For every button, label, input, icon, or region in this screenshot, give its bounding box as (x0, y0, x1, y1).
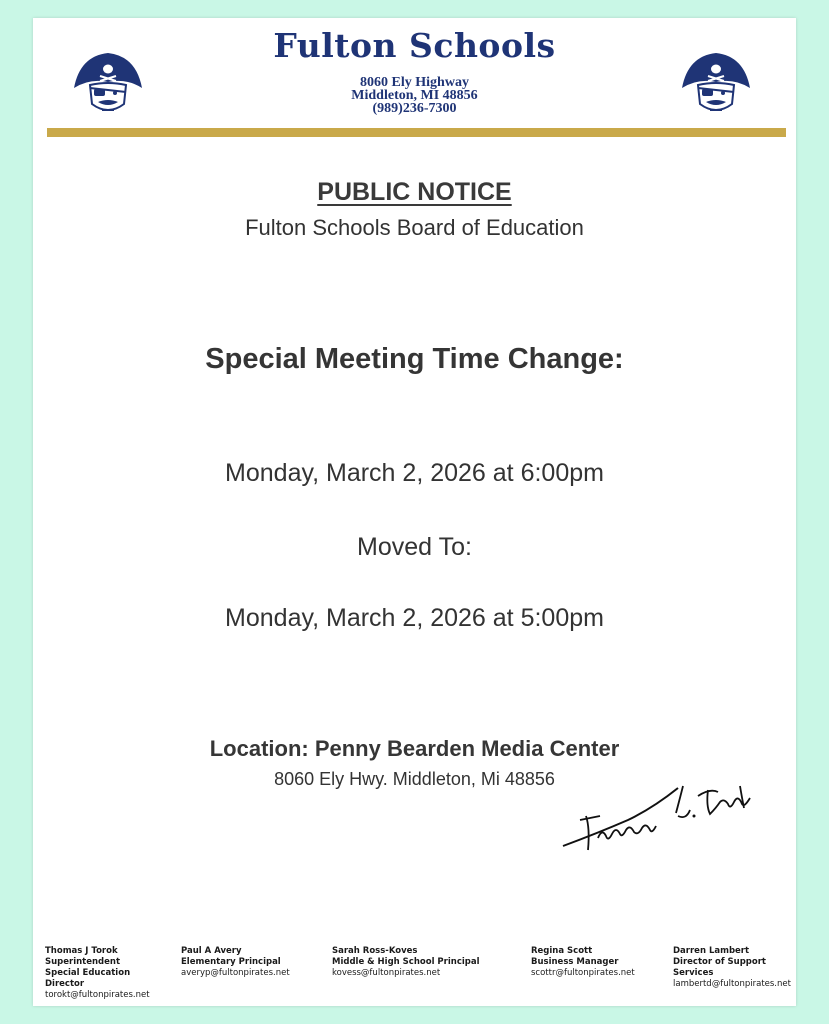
staff-email[interactable]: torokt@fultonpirates.net (45, 990, 150, 1000)
staff-title: Superintendent (45, 957, 121, 967)
staff-email[interactable]: kovess@fultonpirates.net (332, 968, 441, 978)
meeting-heading: Special Meeting Time Change: (205, 343, 624, 375)
notice-title: PUBLIC NOTICE (317, 178, 512, 206)
address-line-2: Middleton, MI 48856 (351, 88, 478, 103)
school-name: Fulton Schools (273, 26, 556, 65)
staff-email[interactable]: lambertd@fultonpirates.net (673, 979, 791, 989)
staff-title: Services (673, 968, 714, 978)
staff-contact (673, 946, 796, 990)
staff-title: Director of Support (673, 957, 766, 967)
staff-name: Sarah Ross-Koves (332, 946, 418, 956)
school-address (33, 76, 796, 115)
phone-number: (989)236-7300 (372, 101, 457, 116)
moved-label: Moved To: (357, 533, 472, 561)
header-divider (47, 128, 786, 137)
address-line-1: 8060 Ely Highway (360, 75, 469, 90)
original-time: Monday, March 2, 2026 at 6:00pm (225, 459, 604, 487)
staff-email[interactable]: averyp@fultonpirates.net (181, 968, 290, 978)
staff-contact (45, 946, 170, 1001)
staff-title: Middle & High School Principal (332, 957, 480, 967)
location-heading: Location: Penny Bearden Media Center (209, 736, 620, 761)
staff-contact (531, 946, 656, 979)
staff-contact (181, 946, 321, 979)
notice-document (33, 18, 796, 1006)
signature (558, 758, 758, 858)
staff-contact (332, 946, 507, 979)
staff-email[interactable]: scottr@fultonpirates.net (531, 968, 635, 978)
staff-title: Business Manager (531, 957, 619, 967)
new-time: Monday, March 2, 2026 at 5:00pm (225, 604, 604, 632)
staff-name: Thomas J Torok (45, 946, 118, 956)
location-address: 8060 Ely Hwy. Middleton, Mi 48856 (274, 769, 555, 789)
staff-name: Paul A Avery (181, 946, 242, 956)
staff-title: Special Education Director (45, 968, 131, 989)
staff-name: Regina Scott (531, 946, 593, 956)
staff-name: Darren Lambert (673, 946, 750, 956)
notice-subtitle: Fulton Schools Board of Education (245, 215, 584, 240)
staff-title: Elementary Principal (181, 957, 281, 967)
